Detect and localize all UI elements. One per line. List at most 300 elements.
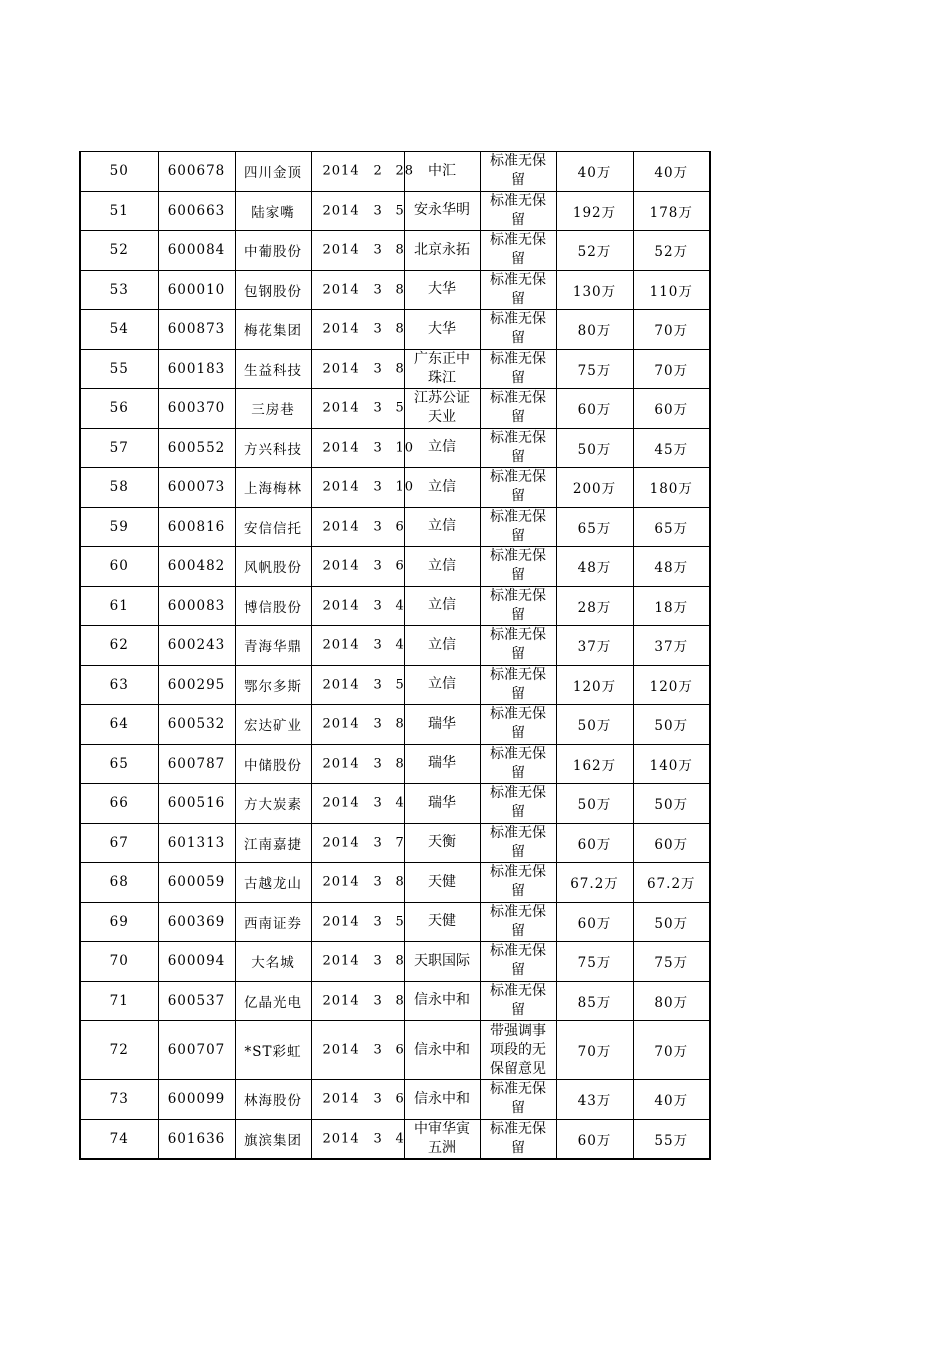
report-date bbox=[311, 705, 404, 745]
audit-firm bbox=[404, 349, 480, 389]
opinion-line: 留 bbox=[511, 725, 525, 742]
audit-fee-current: 40万 bbox=[556, 152, 633, 192]
auditor-line: 中汇 bbox=[428, 162, 456, 179]
report-date bbox=[311, 507, 404, 547]
opinion-line: 留 bbox=[511, 251, 525, 268]
row-number: 50 bbox=[80, 152, 158, 192]
opinion-line: 留 bbox=[511, 646, 525, 663]
opinion-line: 留 bbox=[511, 962, 525, 979]
row-number: 52 bbox=[80, 231, 158, 271]
opinion-line: 留 bbox=[511, 330, 525, 347]
opinion-line: 标准无保 bbox=[490, 232, 546, 249]
report-date bbox=[311, 665, 404, 705]
table-row bbox=[80, 507, 710, 547]
audit-opinion bbox=[480, 863, 556, 903]
stock-code: 600873 bbox=[158, 310, 235, 350]
audit-firm bbox=[404, 191, 480, 231]
report-date bbox=[311, 152, 415, 192]
stock-code: 600532 bbox=[158, 705, 235, 745]
company-name: 中储股份 bbox=[235, 744, 311, 784]
audit-opinion bbox=[480, 152, 556, 192]
auditor-line: 信永中和 bbox=[414, 1041, 470, 1058]
audit-opinion bbox=[480, 231, 556, 271]
audit-fee-previous: 70万 bbox=[633, 1021, 710, 1080]
company-name: 鄂尔多斯 bbox=[235, 665, 311, 705]
table-row bbox=[80, 744, 710, 784]
auditor-line: 安永华明 bbox=[414, 202, 470, 219]
stock-code: 600552 bbox=[158, 428, 235, 468]
stock-code: 600083 bbox=[158, 586, 235, 626]
audit-fee-current: 75万 bbox=[556, 942, 633, 982]
report-day: 5 bbox=[395, 400, 405, 416]
audit-firm bbox=[404, 981, 480, 1021]
audit-firm bbox=[404, 1119, 480, 1159]
audit-fee-current: 60万 bbox=[556, 902, 633, 942]
row-number: 69 bbox=[80, 902, 158, 942]
audit-fee-current: 75万 bbox=[556, 349, 633, 389]
audit-firm bbox=[404, 863, 480, 903]
audit-fee-previous: 70万 bbox=[633, 310, 710, 350]
report-month: 3 bbox=[373, 242, 383, 258]
opinion-line: 标准无保 bbox=[490, 1120, 546, 1137]
report-year: 2014 bbox=[322, 203, 360, 219]
audit-opinion bbox=[480, 468, 556, 508]
company-name: 亿晶光电 bbox=[235, 981, 311, 1021]
opinion-line: 留 bbox=[511, 488, 525, 505]
audit-firm bbox=[404, 942, 480, 982]
report-day: 10 bbox=[395, 479, 415, 495]
opinion-line: 留 bbox=[511, 804, 525, 821]
opinion-line: 留 bbox=[511, 172, 525, 189]
auditor-line: 立信 bbox=[428, 597, 456, 614]
report-month: 3 bbox=[373, 321, 383, 337]
report-date bbox=[311, 784, 404, 824]
audit-firm bbox=[404, 389, 480, 429]
company-name: 生益科技 bbox=[235, 349, 311, 389]
report-year: 2014 bbox=[322, 677, 360, 693]
audit-fee-previous: 80万 bbox=[633, 981, 710, 1021]
report-day: 5 bbox=[395, 914, 405, 930]
opinion-line: 留 bbox=[511, 290, 525, 307]
report-day: 8 bbox=[395, 993, 405, 1009]
opinion-line: 留 bbox=[511, 883, 525, 900]
report-month: 3 bbox=[373, 953, 383, 969]
report-date bbox=[311, 428, 415, 468]
audit-fee-previous: 50万 bbox=[633, 784, 710, 824]
report-date bbox=[311, 547, 404, 587]
report-year: 2014 bbox=[322, 163, 360, 179]
opinion-line: 留 bbox=[511, 369, 525, 386]
auditor-line: 天职国际 bbox=[414, 952, 470, 969]
table-row bbox=[80, 231, 710, 271]
auditor-line: 瑞华 bbox=[428, 715, 456, 732]
opinion-line: 标准无保 bbox=[490, 153, 546, 170]
auditor-line: 北京永拓 bbox=[414, 241, 470, 258]
opinion-line: 标准无保 bbox=[490, 785, 546, 802]
auditor-line: 立信 bbox=[428, 518, 456, 535]
stock-code: 600482 bbox=[158, 547, 235, 587]
audit-fee-previous: 67.2万 bbox=[633, 863, 710, 903]
report-year: 2014 bbox=[322, 361, 360, 377]
report-date bbox=[311, 981, 404, 1021]
row-number: 63 bbox=[80, 665, 158, 705]
opinion-line: 标准无保 bbox=[490, 982, 546, 999]
audit-fee-current: 120万 bbox=[556, 665, 633, 705]
audit-opinion bbox=[480, 349, 556, 389]
report-day: 5 bbox=[395, 677, 405, 693]
table-row bbox=[80, 705, 710, 745]
opinion-line: 保留意见 bbox=[490, 1060, 546, 1077]
report-month: 3 bbox=[373, 874, 383, 890]
audit-firm bbox=[404, 231, 480, 271]
report-year: 2014 bbox=[322, 321, 360, 337]
opinion-line: 标准无保 bbox=[490, 271, 546, 288]
opinion-line: 留 bbox=[511, 1139, 525, 1156]
company-name: 风帆股份 bbox=[235, 547, 311, 587]
report-year: 2014 bbox=[322, 1042, 360, 1058]
auditor-line: 天业 bbox=[428, 409, 456, 426]
report-year: 2014 bbox=[322, 993, 360, 1009]
report-date bbox=[311, 863, 404, 903]
table-row bbox=[80, 902, 710, 942]
audit-opinion bbox=[480, 981, 556, 1021]
report-date bbox=[311, 942, 404, 982]
company-name: 宏达矿业 bbox=[235, 705, 311, 745]
company-name: 四川金顶 bbox=[235, 152, 311, 192]
report-month: 3 bbox=[373, 795, 383, 811]
opinion-line: 标准无保 bbox=[490, 390, 546, 407]
report-day: 4 bbox=[395, 795, 405, 811]
report-day: 4 bbox=[395, 1131, 405, 1146]
audit-fee-current: 43万 bbox=[556, 1080, 633, 1120]
stock-code: 600010 bbox=[158, 270, 235, 310]
audit-opinion bbox=[480, 1080, 556, 1120]
report-date bbox=[311, 231, 404, 271]
report-day: 8 bbox=[395, 716, 405, 732]
audit-fee-current: 85万 bbox=[556, 981, 633, 1021]
report-day: 28 bbox=[395, 163, 415, 179]
company-name: 博信股份 bbox=[235, 586, 311, 626]
opinion-line: 标准无保 bbox=[490, 192, 546, 209]
opinion-line: 留 bbox=[511, 685, 525, 702]
auditor-line: 天健 bbox=[428, 913, 456, 930]
report-date bbox=[311, 626, 404, 666]
report-month: 3 bbox=[373, 993, 383, 1009]
report-day: 4 bbox=[395, 598, 405, 614]
row-number: 62 bbox=[80, 626, 158, 666]
stock-code: 600243 bbox=[158, 626, 235, 666]
report-month: 3 bbox=[373, 400, 383, 416]
audit-opinion bbox=[480, 586, 556, 626]
table-row bbox=[80, 942, 710, 982]
table-row bbox=[80, 1021, 710, 1080]
audit-fee-previous: 140万 bbox=[633, 744, 710, 784]
company-name: 古越龙山 bbox=[235, 863, 311, 903]
report-month: 3 bbox=[373, 914, 383, 930]
audit-fee-current: 28万 bbox=[556, 586, 633, 626]
stock-code: 600084 bbox=[158, 231, 235, 271]
row-number: 61 bbox=[80, 586, 158, 626]
table-row bbox=[80, 152, 710, 192]
report-day: 8 bbox=[395, 874, 405, 890]
report-month: 3 bbox=[373, 1042, 383, 1058]
opinion-line: 标准无保 bbox=[490, 429, 546, 446]
report-day: 6 bbox=[395, 1042, 405, 1058]
opinion-line: 标准无保 bbox=[490, 469, 546, 486]
auditor-line: 江苏公证 bbox=[414, 390, 470, 407]
report-year: 2014 bbox=[322, 598, 360, 614]
report-year: 2014 bbox=[322, 282, 360, 298]
opinion-line: 标准无保 bbox=[490, 508, 546, 525]
report-date bbox=[311, 389, 404, 429]
audit-opinion bbox=[480, 507, 556, 547]
opinion-line: 标准无保 bbox=[490, 706, 546, 723]
opinion-line: 留 bbox=[511, 567, 525, 584]
audit-fee-current: 50万 bbox=[556, 428, 633, 468]
auditor-line: 瑞华 bbox=[428, 755, 456, 772]
row-number: 57 bbox=[80, 428, 158, 468]
report-year: 2014 bbox=[322, 242, 360, 258]
report-year: 2014 bbox=[322, 874, 360, 890]
row-number: 71 bbox=[80, 981, 158, 1021]
auditor-line: 信永中和 bbox=[414, 1090, 470, 1107]
report-year: 2014 bbox=[322, 440, 360, 456]
opinion-line: 留 bbox=[511, 764, 525, 781]
auditor-line: 立信 bbox=[428, 676, 456, 693]
audit-fee-current: 80万 bbox=[556, 310, 633, 350]
report-date bbox=[311, 349, 404, 389]
company-name: 江南嘉捷 bbox=[235, 823, 311, 863]
audit-fee-current: 60万 bbox=[556, 823, 633, 863]
auditor-line: 大华 bbox=[428, 320, 456, 337]
opinion-line: 标准无保 bbox=[490, 587, 546, 604]
report-day: 6 bbox=[395, 558, 405, 574]
report-date bbox=[311, 586, 404, 626]
audit-fee-current: 67.2万 bbox=[556, 863, 633, 903]
company-name: 方大炭素 bbox=[235, 784, 311, 824]
report-year: 2014 bbox=[322, 953, 360, 969]
company-name: 西南证券 bbox=[235, 902, 311, 942]
opinion-line: 留 bbox=[511, 1001, 525, 1018]
row-number: 55 bbox=[80, 349, 158, 389]
opinion-line: 标准无保 bbox=[490, 627, 546, 644]
table-row bbox=[80, 310, 710, 350]
opinion-line: 标准无保 bbox=[490, 666, 546, 683]
company-name: 安信信托 bbox=[235, 507, 311, 547]
table-row bbox=[80, 626, 710, 666]
audit-fee-previous: 55万 bbox=[633, 1119, 710, 1159]
audit-firm bbox=[404, 270, 480, 310]
row-number: 65 bbox=[80, 744, 158, 784]
auditor-line: 立信 bbox=[428, 557, 456, 574]
row-number: 72 bbox=[80, 1021, 158, 1080]
audit-fee-previous: 40万 bbox=[633, 1080, 710, 1120]
row-number: 73 bbox=[80, 1080, 158, 1120]
stock-code: 600369 bbox=[158, 902, 235, 942]
table-row bbox=[80, 784, 710, 824]
row-number: 59 bbox=[80, 507, 158, 547]
audit-fee-current: 50万 bbox=[556, 784, 633, 824]
row-number: 56 bbox=[80, 389, 158, 429]
audit-firm bbox=[404, 665, 480, 705]
report-month: 3 bbox=[373, 835, 383, 851]
report-day: 7 bbox=[395, 835, 405, 851]
report-day: 8 bbox=[395, 361, 405, 377]
audit-fee-previous: 65万 bbox=[633, 507, 710, 547]
report-date bbox=[311, 1080, 404, 1120]
table-row bbox=[80, 1080, 710, 1120]
report-year: 2014 bbox=[322, 1131, 360, 1146]
stock-code: 601313 bbox=[158, 823, 235, 863]
audit-fee-current: 70万 bbox=[556, 1021, 633, 1080]
stock-code: 600073 bbox=[158, 468, 235, 508]
audit-firm bbox=[404, 310, 480, 350]
report-year: 2014 bbox=[322, 795, 360, 811]
table-row bbox=[80, 547, 710, 587]
audit-fee-current: 50万 bbox=[556, 705, 633, 745]
report-date bbox=[311, 191, 404, 231]
audit-fee-current: 60万 bbox=[556, 1119, 633, 1159]
report-month: 3 bbox=[373, 756, 383, 772]
audit-opinion bbox=[480, 270, 556, 310]
report-year: 2014 bbox=[322, 756, 360, 772]
auditor-line: 珠江 bbox=[428, 369, 456, 386]
report-year: 2014 bbox=[322, 637, 360, 653]
report-date bbox=[311, 468, 415, 508]
opinion-line: 留 bbox=[511, 211, 525, 228]
table-row bbox=[80, 428, 710, 468]
audit-firm bbox=[404, 705, 480, 745]
audit-firm bbox=[404, 428, 480, 468]
opinion-line: 留 bbox=[511, 409, 525, 426]
opinion-line: 留 bbox=[511, 606, 525, 623]
opinion-line: 标准无保 bbox=[490, 548, 546, 565]
report-day: 6 bbox=[395, 519, 405, 535]
report-date bbox=[311, 1119, 404, 1159]
stock-code: 600816 bbox=[158, 507, 235, 547]
stock-code: 600678 bbox=[158, 152, 235, 192]
audit-fee-previous: 75万 bbox=[633, 942, 710, 982]
company-name: 林海股份 bbox=[235, 1080, 311, 1120]
audit-opinion bbox=[480, 942, 556, 982]
report-year: 2014 bbox=[322, 716, 360, 732]
report-day: 8 bbox=[395, 756, 405, 772]
company-name: 旗滨集团 bbox=[235, 1119, 311, 1159]
report-month: 3 bbox=[373, 558, 383, 574]
auditor-line: 立信 bbox=[428, 478, 456, 495]
opinion-line: 标准无保 bbox=[490, 824, 546, 841]
audit-fee-previous: 48万 bbox=[633, 547, 710, 587]
company-name: *ST彩虹 bbox=[235, 1021, 311, 1080]
row-number: 58 bbox=[80, 468, 158, 508]
row-number: 60 bbox=[80, 547, 158, 587]
audit-firm bbox=[404, 744, 480, 784]
auditor-line: 信永中和 bbox=[414, 992, 470, 1009]
opinion-line: 标准无保 bbox=[490, 745, 546, 762]
opinion-line: 带强调事 bbox=[490, 1022, 546, 1039]
table-row bbox=[80, 349, 710, 389]
audit-fee-previous: 37万 bbox=[633, 626, 710, 666]
stock-code: 601636 bbox=[158, 1119, 235, 1159]
opinion-line: 标准无保 bbox=[490, 350, 546, 367]
audit-opinion bbox=[480, 191, 556, 231]
audit-firm bbox=[404, 1080, 480, 1120]
report-year: 2014 bbox=[322, 914, 360, 930]
report-date bbox=[311, 902, 404, 942]
audit-opinion bbox=[480, 902, 556, 942]
audit-firm bbox=[404, 823, 480, 863]
company-name: 梅花集团 bbox=[235, 310, 311, 350]
row-number: 74 bbox=[80, 1119, 158, 1159]
audit-fee-previous: 52万 bbox=[633, 231, 710, 271]
table-row bbox=[80, 586, 710, 626]
table-row bbox=[80, 863, 710, 903]
report-day: 10 bbox=[395, 440, 415, 456]
company-name: 中葡股份 bbox=[235, 231, 311, 271]
auditor-line: 瑞华 bbox=[428, 794, 456, 811]
audit-fee-previous: 70万 bbox=[633, 349, 710, 389]
audit-fee-current: 60万 bbox=[556, 389, 633, 429]
auditor-line: 中审华寅 bbox=[414, 1120, 470, 1137]
opinion-line: 留 bbox=[511, 448, 525, 465]
report-date bbox=[311, 310, 404, 350]
stock-code: 600295 bbox=[158, 665, 235, 705]
audit-firm bbox=[404, 784, 480, 824]
audit-fee-previous: 50万 bbox=[633, 902, 710, 942]
report-day: 5 bbox=[395, 203, 405, 219]
report-year: 2014 bbox=[322, 400, 360, 416]
report-year: 2014 bbox=[322, 519, 360, 535]
audit-fee-current: 65万 bbox=[556, 507, 633, 547]
stock-code: 600094 bbox=[158, 942, 235, 982]
auditor-line: 立信 bbox=[428, 636, 456, 653]
audit-opinion bbox=[480, 705, 556, 745]
audit-fee-previous: 178万 bbox=[633, 191, 710, 231]
opinion-line: 留 bbox=[511, 843, 525, 860]
audit-fee-previous: 60万 bbox=[633, 389, 710, 429]
stock-code: 600059 bbox=[158, 863, 235, 903]
report-month: 3 bbox=[373, 479, 383, 495]
table-row bbox=[80, 468, 710, 508]
report-day: 8 bbox=[395, 953, 405, 969]
stock-code: 600707 bbox=[158, 1021, 235, 1080]
opinion-line: 标准无保 bbox=[490, 1081, 546, 1098]
company-name: 方兴科技 bbox=[235, 428, 311, 468]
row-number: 64 bbox=[80, 705, 158, 745]
audit-opinion bbox=[480, 428, 556, 468]
audit-opinion bbox=[480, 1021, 556, 1080]
audit-fee-current: 37万 bbox=[556, 626, 633, 666]
row-number: 54 bbox=[80, 310, 158, 350]
audit-fee-current: 200万 bbox=[556, 468, 633, 508]
company-name: 上海梅林 bbox=[235, 468, 311, 508]
stock-code: 600516 bbox=[158, 784, 235, 824]
opinion-line: 标准无保 bbox=[490, 903, 546, 920]
report-day: 8 bbox=[395, 321, 405, 337]
opinion-line: 留 bbox=[511, 527, 525, 544]
opinion-line: 标准无保 bbox=[490, 943, 546, 960]
opinion-line: 标准无保 bbox=[490, 864, 546, 881]
stock-code: 600787 bbox=[158, 744, 235, 784]
row-number: 70 bbox=[80, 942, 158, 982]
audit-fee-previous: 40万 bbox=[633, 152, 710, 192]
table-row bbox=[80, 981, 710, 1021]
opinion-line: 项段的无 bbox=[490, 1041, 546, 1058]
audit-fee-previous: 18万 bbox=[633, 586, 710, 626]
row-number: 51 bbox=[80, 191, 158, 231]
audit-fee-previous: 110万 bbox=[633, 270, 710, 310]
audit-fee-previous: 120万 bbox=[633, 665, 710, 705]
